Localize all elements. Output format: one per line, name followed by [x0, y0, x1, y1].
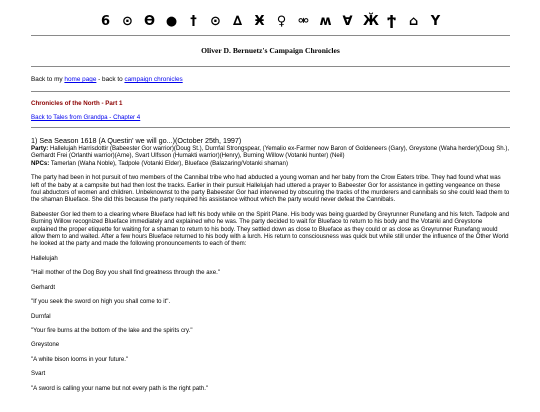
- glyph-circle-dot-icon: ⊙: [210, 13, 221, 29]
- back-link-row: [31, 114, 510, 121]
- npcs-line: [31, 160, 510, 167]
- glyph-wave-icon: ʍ: [319, 13, 332, 29]
- top-divider: [31, 35, 510, 36]
- glyph-theta-icon: Ɵ: [143, 13, 156, 29]
- glyph-star-man-icon: Ӂ: [363, 13, 379, 29]
- glyph-triangle-icon: ∆: [232, 13, 243, 29]
- page: [0, 7, 540, 392]
- chronicle-body: [31, 174, 510, 392]
- glyph-dagger-icon: †: [190, 13, 197, 29]
- section-title: Chronicles of the North - Part 1: [31, 100, 123, 107]
- party-text: Hallelujah Harrisdottir (Babeester Gor warrior)(Doug St.), Durnfal Strongspear, (Yemalio ex-Farmer now Baron of Goldeneers (Gary), Greystone (Waha herder)(Doug Sh.), Gerhardt Frei (Orlanthi warrior)(Arne), Svart Ulfsson (Humakti warrior)(Henry), Burning Willow (Votanki hunter) (Neil): [31, 145, 510, 160]
- paragraph: The party had been in hot pursuit of two members of the Cannibal tribe who had abducted a young woman and her baby from the Crow Eaters tribe. They had found what was left of the baby at a campsite but had then lost the tracks. Earlier in their pursuit Hallelujah had uttered a prayer to Babeester Gor for assistance in getting vengeance on these foul abductors of women and children. Unbeknownst to the party Babeester Gor had intervened by obscuring the tracks of the murderers and cannibals so she could lead them to the shaman Blueface. She did this because the party required his assistance without which the party would never defeat the Cannibals.: [31, 174, 510, 204]
- glyph-target-icon: ⊙: [122, 13, 133, 29]
- home-page-link[interactable]: home page: [64, 76, 97, 83]
- glyph-v-icon: ∀: [342, 13, 353, 29]
- glyph-house-icon: ⌂: [408, 13, 419, 29]
- quote: "If you seek the sword on high you shall come to it".: [31, 298, 171, 306]
- glyph-6-icon: 6: [100, 13, 111, 29]
- back-to-tales-link[interactable]: Back to Tales from Grandpa - Chapter 4: [31, 114, 141, 121]
- quote: "A sword is calling your name but not every path is the right path.": [31, 384, 209, 392]
- glyph-cross-x-icon: Ӿ: [254, 13, 265, 29]
- speaker-name: Svart: [31, 370, 46, 378]
- quote: "A white bison looms in your future.": [31, 355, 129, 363]
- npcs-text: Tamerlan (Waha Noble), Tadpole (Votanki Elder), Blueface (Balazaring/Votanki shaman): [49, 159, 288, 167]
- glyph-y-icon: Y: [430, 13, 441, 29]
- speaker-name: Gerhardt: [31, 283, 56, 291]
- glyph-hook-icon: ⚮: [298, 13, 309, 29]
- paragraph: Babeester Gor led them to a clearing where Blueface had left his body while on the Spirit Plane. His body was being guarded by Greyrunner Runefang and his fetch. Tadpole and Burning Willow recognized Blueface immediately and explained who he was. The party decided to wait for Blueface to return to his body and the Votanki and Greystone explained the proper etiquette for waiting for a shaman to return to his body. They settled down as close to Blueface as they could or as close as Greyrunner Runefang would allow them to and waited. After a few hours Blueface returned to his body with a lurch. His return to consciousness was quick but while still under the influence of the Other World he looked at the party and made the following pronouncements to each of them:: [31, 210, 510, 248]
- speaker-name: Hallelujah: [31, 254, 58, 262]
- site-title: Oliver D. Bernuetz's Campaign Chronicles: [201, 46, 340, 55]
- title-divider: [31, 66, 510, 67]
- glyph-banner: [31, 7, 510, 35]
- speaker-name: Durnfal: [31, 312, 51, 320]
- party-label: Party:: [31, 145, 49, 152]
- speaker-name: Greystone: [31, 341, 60, 349]
- nav-middle: - back to: [96, 76, 125, 83]
- section-divider: [31, 127, 510, 128]
- quote: "Hail mother of the Dog Boy you shall find greatness through the axe.": [31, 269, 220, 277]
- glyph-ankh-icon: ♀: [276, 13, 287, 29]
- campaign-chronicles-link[interactable]: campaign chronicles: [124, 76, 183, 83]
- nav-divider: [31, 91, 510, 92]
- quote: "Your fire burns at the bottom of the lake and the spirits cry.": [31, 326, 193, 334]
- nav-line: [31, 76, 510, 83]
- glyph-cross-bar-icon: Ϯ: [387, 13, 396, 29]
- nav-prefix: Back to my: [31, 76, 65, 83]
- glyph-dot-icon: ●: [165, 13, 178, 29]
- party-line: [31, 145, 510, 160]
- session-heading: 1) Sea Season 1618 (A Questin' we will go...)(October 25th, 1997): [31, 136, 242, 145]
- npcs-label: NPCs:: [31, 159, 50, 167]
